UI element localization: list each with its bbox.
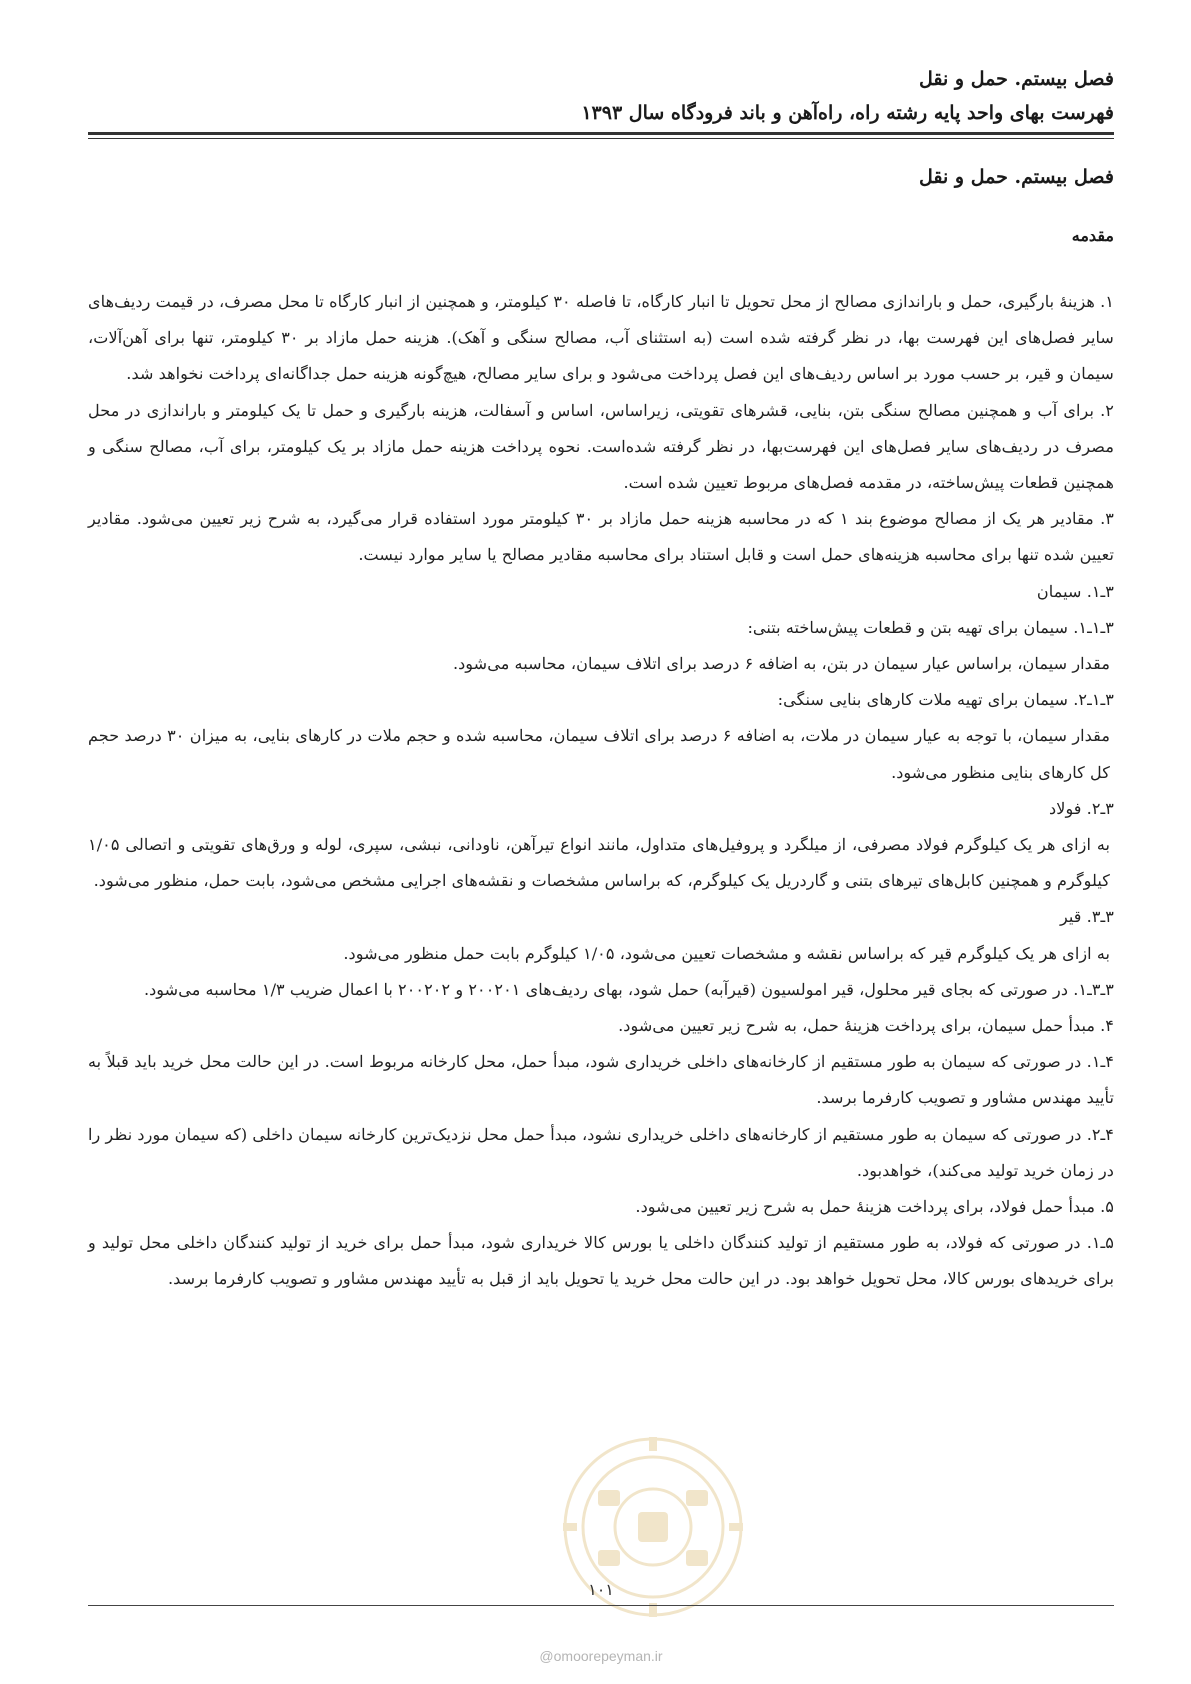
paragraph-steel-origin-1: ۵ـ۱. در صورتی که فولاد، به طور مستقیم از تولید کنندگان داخلی یا بورس کالا خریداری شود، مبدأ حمل برای خرید از تولید کنندگان داخلی محل تولید و برای خریدهای بورس کالا، محل تحویل خواهد بود. در این حالت محل خرید یا تحویل باید از قبل به تأیید مهندس مشاور و تصویب کارفرما برسد. (88, 1233, 1114, 1289)
paragraph-1: ۱. هزینهٔ بارگیری، حمل و باراندازی مصالح از محل تحویل تا انبار کارگاه، تا فاصله ۳۰ کیلومتر، و همچنین از انبار کارگاه تا محل مصرف، در قیمت ردیف‌های سایر فصل‌های این فهرست بها، در نظر گرفته شده است (به استثنای آب، مصالح سنگی و آهک). هزینه حمل مازاد بر ۳۰ کیلومتر، تنها برای آهن‌آلات، سیمان و قیر، بر حسب مورد بر اساس ردیف‌های این فصل پرداخت می‌شود و برای سایر مصالح، هیچ‌گونه هزینه حمل جداگانه‌ای پرداخت نخواهد شد. (88, 292, 1114, 384)
paragraph-steel: به ازای هر یک کیلوگرم فولاد مصرفی، از میلگرد و پروفیل‌های متداول، مانند انواع تیرآهن، ناودانی، نبشی، سپری، لوله و ورق‌های تقویتی و اتصالی ۱/۰۵ کیلوگرم و همچنین کابل‌های تیرهای بتنی و گاردریل یک کیلوگرم، که براساس مشخصات و نقشه‌های اجرایی مشخص می‌شود، بابت حمل، منظور می‌شود. (88, 835, 1110, 891)
paragraph-cement-mortar: مقدار سیمان، با توجه به عیار سیمان در ملات، به اضافه ۶ درصد برای اتلاف سیمان، محاسبه شده و حجم ملات در کارهای بنایی، به میزان ۳۰ درصد حجم کل کارهای بنایی منظور می‌شود. (88, 726, 1111, 782)
paragraph-cement-concrete: مقدار سیمان، براساس عیار سیمان در بتن، به اضافه ۶ درصد برای اتلاف سیمان، محاسبه می‌شود. (452, 654, 1110, 674)
watermark-handle: @omoorepeyman.ir (539, 1648, 663, 1664)
subheading-cement: ۳ـ۱. سیمان (1036, 581, 1114, 601)
paragraph-cement-origin: ۴. مبدأ حمل سیمان، برای پرداخت هزینهٔ حمل، به شرح زیر تعیین می‌شود. (618, 1016, 1114, 1036)
chapter-title: فصل بیستم. حمل و نقل (919, 166, 1114, 188)
paragraph-steel-origin: ۵. مبدأ حمل فولاد، برای پرداخت هزینهٔ حمل به شرح زیر تعیین می‌شود. (635, 1197, 1114, 1217)
page-number: ۱۰۱ (588, 1580, 614, 1599)
paragraph-bitumen: به ازای هر یک کیلوگرم قیر که براساس نقشه و مشخصات تعیین می‌شود، ۱/۰۵ کیلوگرم بابت حمل منظور می‌شود. (343, 943, 1110, 963)
paragraph-bitumen-emulsion: ۳ـ۳ـ۱. در صورتی که بجای قیر محلول، قیر امولسیون (قیرآبه) حمل شود، بهای ردیف‌های ۲۰۰۲۰۱ و ۲۰۰۲۰۲ با اعمال ضریب ۱/۳ محاسبه می‌شود. (143, 979, 1114, 999)
header-book-title: فهرست بهای واحد پایه رشته راه، راه‌آهن و باند فرودگاه سال ۱۳۹۳ (581, 102, 1114, 124)
header-chapter: فصل بیستم. حمل و نقل (919, 68, 1114, 90)
subheading-steel: ۳ـ۲. فولاد (1049, 798, 1114, 818)
subheading-cement-mortar: ۳ـ۱ـ۲. سیمان برای تهیه ملات کارهای بنایی سنگی: (777, 690, 1114, 710)
paragraph-3: ۳. مقادیر هر یک از مصالح موضوع بند ۱ که در محاسبه هزینه حمل مازاد بر ۳۰ کیلومتر مورد استفاده قرار می‌گیرد، به شرح زیر تعیین می‌شود. مقادیر تعیین شده تنها برای محاسبه هزینه‌های حمل است و قابل استناد برای محاسبه مقادیر مصالح یا سایر موارد نیست. (88, 509, 1114, 565)
header-rule-thin (88, 138, 1114, 139)
header-rule-thick (88, 132, 1114, 135)
document-page (88, 0, 1114, 1684)
paragraph-2: ۲. برای آب و همچنین مصالح سنگی بتن، بنایی، قشرهای تقویتی، زیراساس، اساس و آسفالت، هزینه بارگیری و حمل تا یک کیلومتر و باراندازی در محل مصرف در ردیف‌های سایر فصل‌های این فهرست‌بها، در نظر گرفته شده‌است. نحوه پرداخت هزینه حمل مازاد بر یک کیلومتر، برای آب، مصالح سنگی و همچنین قطعات پیش‌ساخته، در مقدمه فصل‌های مربوط تعیین شده است. (88, 400, 1114, 493)
paragraph-cement-origin-1: ۴ـ۱. در صورتی که سیمان به طور مستقیم از کارخانه‌های داخلی خریداری شود، مبدأ حمل، محل کارخانه مربوط است. در این حالت محل خرید باید قبلاً به تأیید مهندس مشاور و تصویب کارفرما برسد. (88, 1052, 1114, 1108)
subheading-cement-concrete: ۳ـ۱ـ۱. سیمان برای تهیه بتن و قطعات پیش‌ساخته بتنی: (747, 617, 1114, 637)
body-text (88, 284, 1114, 1298)
paragraph-cement-origin-2: ۴ـ۲. در صورتی که سیمان به طور مستقیم از کارخانه‌های داخلی خریداری نشود، مبدأ حمل محل نزدیک‌ترین کارخانه سیمان داخلی (که سیمان مورد نظر را در زمان خرید تولید می‌کند)، خواهدبود. (88, 1124, 1114, 1180)
footer-rule (88, 1605, 1114, 1606)
subheading-bitumen: ۳ـ۳. قیر (1059, 907, 1114, 927)
section-title: مقدمه (1071, 226, 1114, 245)
running-header (88, 62, 1114, 130)
